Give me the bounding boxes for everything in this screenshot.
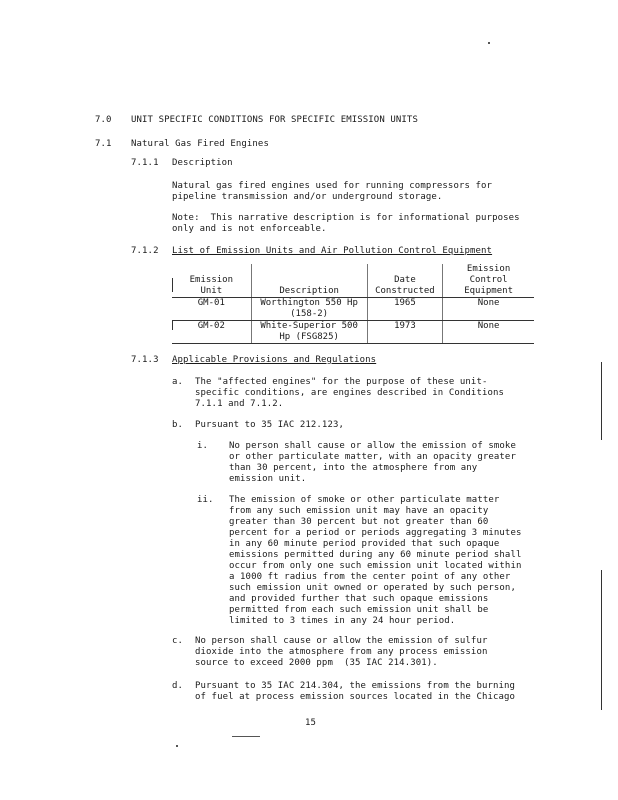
header-line: Description <box>279 286 339 296</box>
description-para1-line: pipeline transmission and/or underground storage. <box>172 192 443 202</box>
item-b-ii-line: permitted from each such emission unit shall be <box>229 605 489 615</box>
item-b-ii-line: occur from only one such emission unit located within <box>229 561 522 571</box>
section-title: UNIT SPECIFIC CONDITIONS FOR SPECIFIC EMISSION UNITS <box>131 115 418 125</box>
header-line: Emission <box>189 275 233 285</box>
subsection-title: Natural Gas Fired Engines <box>131 139 269 149</box>
item-b-ii-line: and provided further that such opaque emissions <box>229 594 489 604</box>
cell-line: Hp (FSG825) <box>279 332 339 342</box>
item-b-ii-line: a 1000 ft radius from the center point of any other <box>229 572 511 582</box>
description-note-line: Note: This narrative description is for informational purposes <box>172 213 520 223</box>
item-d-label: d. <box>172 681 184 691</box>
description-number: 7.1.1 <box>131 158 159 168</box>
item-d-line: of fuel at process emission sources located in the Chicago <box>195 692 516 702</box>
revision-bar <box>601 570 602 710</box>
cell-unit: GM-01 <box>172 298 251 321</box>
item-a-line: The "affected engines" for the purpose of these unit- <box>195 377 488 387</box>
item-b-ii-line: limited to 3 times in any 24 hour period. <box>229 616 456 626</box>
item-b-i-label: i. <box>197 441 209 451</box>
item-b-i-line: emission unit. <box>229 474 307 484</box>
cell-line: White-Superior 500 <box>260 321 358 331</box>
provisions-number: 7.1.3 <box>131 355 159 365</box>
subsection-number: 7.1 <box>95 139 112 149</box>
table-header-row <box>172 264 534 298</box>
cell-date: 1965 <box>367 298 443 321</box>
header-line: Equipment <box>464 286 513 296</box>
header-line: Constructed <box>375 286 435 296</box>
cell-line: Worthington 550 Hp <box>260 298 358 308</box>
header-line: Date <box>394 275 416 285</box>
item-a-label: a. <box>172 377 184 387</box>
item-b-ii-label: ii. <box>197 495 214 505</box>
cell-description <box>251 298 367 321</box>
description-title: Description <box>172 158 233 168</box>
table-margin-mark <box>172 278 173 292</box>
emission-units-table <box>172 264 534 344</box>
item-b-ii-line: from any such emission unit may have an opacity <box>229 506 489 516</box>
item-b-ii-line: such emission unit owned or operated by such person, <box>229 583 516 593</box>
scan-speck <box>176 745 178 747</box>
item-b-ii-line: The emission of smoke or other particulate matter <box>229 495 500 505</box>
item-b-i-line: or other particulate matter, with an opacity greater <box>229 452 516 462</box>
header-line: Control <box>469 275 508 285</box>
item-c-line: source to exceed 2000 ppm (35 IAC 214.301). <box>195 658 438 668</box>
cell-description <box>251 321 367 344</box>
item-c-line: dioxide into the atmosphere from any process emission <box>195 647 488 657</box>
provisions-title: Applicable Provisions and Regulations <box>172 355 377 365</box>
header-control-equipment <box>443 264 534 298</box>
description-para1-line: Natural gas fired engines used for running compressors for <box>172 181 493 191</box>
header-description <box>251 264 367 298</box>
item-b-i-line: No person shall cause or allow the emission of smoke <box>229 441 516 451</box>
table-row <box>172 298 534 321</box>
equipment-title: List of Emission Units and Air Pollution Control Equipment <box>172 246 493 256</box>
description-note-line: only and is not enforceable. <box>172 224 327 234</box>
header-line: Emission <box>466 264 511 274</box>
item-b-i-line: than 30 percent, into the atmosphere from any <box>229 463 478 473</box>
cell-control: None <box>443 321 534 344</box>
item-b-line: Pursuant to 35 IAC 212.123, <box>195 420 344 430</box>
item-a-line: specific conditions, are engines described in Conditions <box>195 388 505 398</box>
item-d-line: Pursuant to 35 IAC 214.304, the emissions from the burning <box>195 681 516 691</box>
item-b-ii-line: emissions permitted during any 60 minute period shall <box>229 550 522 560</box>
scan-speck <box>488 42 490 44</box>
item-b-ii-line: greater than 30 percent but not greater than 60 <box>229 517 489 527</box>
page-number: 15 <box>305 718 317 728</box>
header-date-constructed <box>367 264 443 298</box>
cell-line: (158-2) <box>290 309 329 319</box>
header-emission-unit <box>172 264 251 298</box>
equipment-number: 7.1.2 <box>131 246 159 256</box>
scan-speck <box>232 736 260 737</box>
section-number: 7.0 <box>95 115 112 125</box>
cell-date: 1973 <box>367 321 443 344</box>
item-a-line: 7.1.1 and 7.1.2. <box>195 399 284 409</box>
table-row <box>172 321 534 344</box>
table-margin-mark <box>172 320 173 330</box>
item-b-label: b. <box>172 420 184 430</box>
item-b-ii-line: percent for a period or periods aggregating 3 minutes <box>229 528 522 538</box>
item-c-label: c. <box>172 636 184 646</box>
cell-unit: GM-02 <box>172 321 251 344</box>
item-c-line: No person shall cause or allow the emission of sulfur <box>195 636 488 646</box>
cell-control: None <box>443 298 534 321</box>
item-b-ii-line: in any 60 minute period provided that such opaque <box>229 539 500 549</box>
header-line: Unit <box>200 286 223 296</box>
revision-bar <box>601 362 602 440</box>
